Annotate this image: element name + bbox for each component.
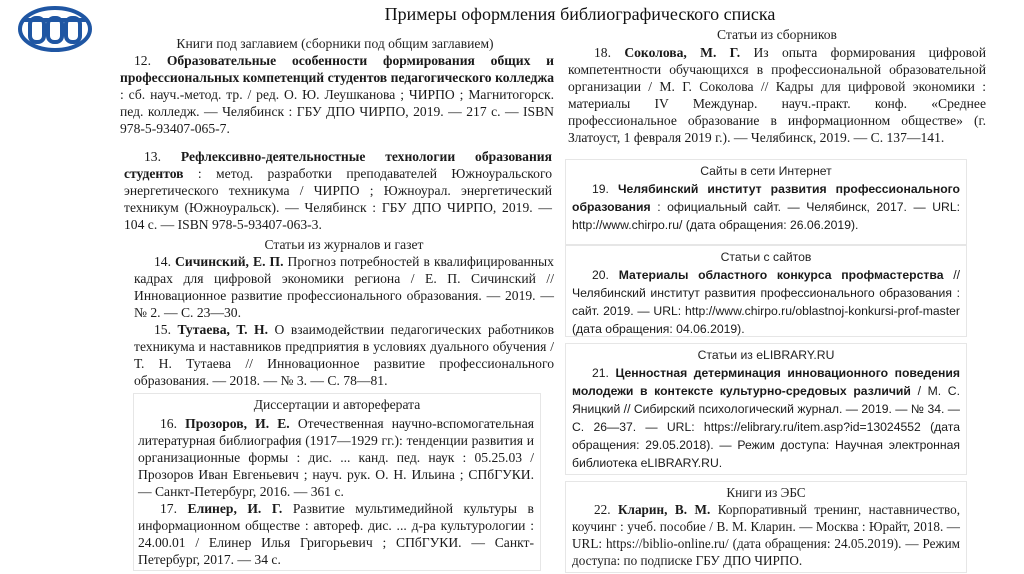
clip-dissertations [134,394,540,570]
bibliography-entry-16: 16. Прозоров, И. Е. Отечественная научно-вспомогательная литературная библиография (1917—1929 гг.): тенденции развития и организационные формы : дис. ... канд. пед. наук : 05.25.03 / Прозоров Иван Евгеньевич ; науч. рук. О. Н. Ильина ; СПбГУКИ. — Санкт-Петербург, 2016. — 361 с. [138,416,534,499]
bibliography-entry-12: 12. Образовательные особенности формирования общих и профессиональных компетенций студентов педагогического колледжа : сб. науч.-метод. тр. / ред. О. Ю. Леушканова ; ЧИРПО ; Магнитогорск. пед. колледж. — Челябинск : ГБУ ДПО ЧИРПО, 2019. — 217 с. — ISBN 978-5-93407-065-7. [120,53,555,136]
section-heading-collections: Статьи из сборников [717,27,837,42]
bibliography-entry-19: 19. Челябинский институт развития профессионального образования : официальный сайт. — Челябинск, 2017. — URL: http://www.chirpo.ru/ (дата обращения: 26.06.2019). [572,182,961,232]
section-heading-books: Книги под заглавием (сборники под общим заглавием) [176,36,494,51]
clip-methodical [118,148,558,236]
page-title: Примеры оформления библиографического списка [384,4,776,24]
bibliography-entry-15: 15. Тутаева, Т. Н. О взаимодействии педагогических работников техникума и наставников предприятия в условиях дуального обучения / Т. Н. Тутаева // Инновационное развитие профессионального образования. — 2018. — № 3. — С. 78—81. [134,322,554,388]
clip-collections [562,26,992,158]
clip-elibrary [566,344,966,474]
clip-books [110,34,560,146]
section-heading-journals: Статьи из журналов и газет [264,237,424,252]
section-heading-ebs: Книги из ЭБС [726,485,806,500]
section-heading-dissertations: Диссертации и автореферата [253,397,421,412]
clip-journals [128,236,560,392]
clip-websites [566,160,966,244]
section-heading-elibrary: Статьи из eLIBRARY.RU [697,348,835,362]
clip-site-articles [566,246,966,336]
section-heading-websites: Сайты в сети Интернет [700,164,832,178]
organization-logo-icon [18,6,92,52]
bibliography-entry-22: 22. Кларин, В. М. Корпоративный тренинг, наставничество, коучинг : учеб. пособие / В. М. Кларин. — Москва : Юрайт, 2018. — URL: https://biblio-online.ru/ (дата обращения: 24.05.2019). — Режим доступа: по подписке ГБУ ДПО ЧИРПО. [572,502,960,568]
bibliography-entry-18: 18. Соколова, М. Г. Из опыта формирования цифровой компетентности обучающихся в профессиональной образовательной организации / М. Г. Соколова // Кадры для цифровой экономики : материалы IV Междунар. науч.-практ. конф. «Среднее профессиональное образование в информационном обществе» (г. Златоуст, 1 февраля 2019 г.). — Челябинск, 2019. — С. 137—141. [568,45,987,145]
bibliography-entry-13: 13. Рефлексивно-деятельностные технологии образования студентов : метод. разработки преподавателей Южноуральского энергетического техникума / ЧИРПО ; Южноурал. энергетический техникум (Южноуральск). — Челябинск : ГБУ ДПО ЧИРПО, 2019. — 104 с. — ISBN 978-5-93407-063-3. [124,149,553,232]
clip-ebs [566,482,966,572]
bibliography-entry-17: 17. Елинер, И. Г. Развитие мультимедийной культуры в информационном обществе : автореф. дис. ... д-ра культурологии : 24.00.01 / Елинер Илья Григорьевич ; СПбГУКИ. — Санкт-Петербург, 2017. — 34 с. [138,501,534,567]
bibliography-entry-14: 14. Сичинский, Е. П. Прогноз потребностей в квалифицированных кадрах для цифровой экономики региона / Е. П. Сичинский // Инновационное развитие профессионального образования. — 2019. — № 2. — С. 23—30. [134,254,554,320]
bibliography-entry-21: 21. Ценностная детерминация инновационного поведения молодежи в контексте культурно-средовых различий / М. С. Яницкий // Сибирский психологический журнал. — 2019. — № 34. — С. 26—37. — URL: https://elibrary.ru/item.asp?id=13024552 (дата обращения: 29.05.2018). — Режим доступа: Научная электронная библиотека eLIBRARY.RU. [572,366,960,470]
section-heading-site-articles: Статьи с сайтов [720,250,812,264]
bibliography-entry-20: 20. Материалы областного конкурса профмастерства // Челябинский институт развития профессионального образования : сайт. 2019. — URL: http://www.chirpo.ru/oblastnoj-konkursi-prof-master (дата обращения: 04.06.2019). [572,268,961,336]
